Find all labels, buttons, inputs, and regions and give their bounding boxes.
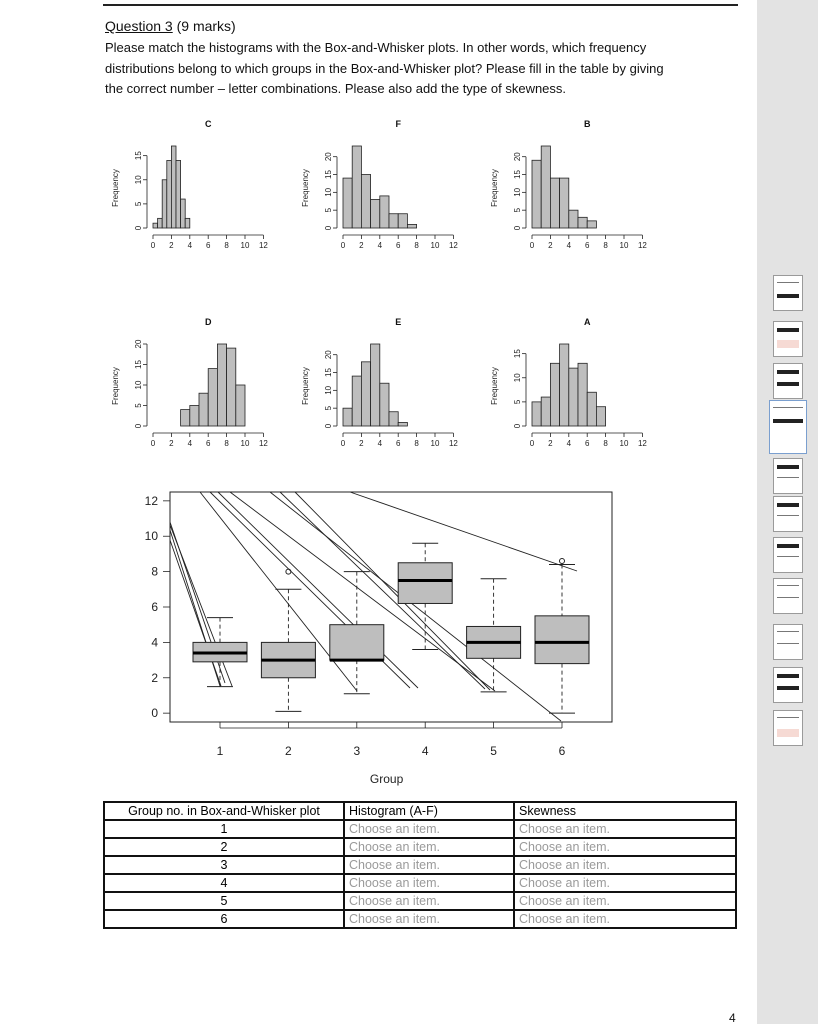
table-row (104, 856, 736, 874)
histogram-title: F (395, 119, 401, 129)
y-tick-label: 5 (134, 403, 144, 408)
x-tick-label: 2 (359, 439, 364, 448)
histogram-bar (190, 406, 199, 427)
y-tick-label: 5 (513, 399, 523, 405)
page-thumbnail[interactable] (773, 496, 803, 532)
thumbnail-content (777, 544, 799, 548)
thumbnail-content (777, 370, 799, 374)
group-tick-label: 6 (558, 744, 566, 758)
histogram-title: B (583, 119, 591, 129)
histogram-bar (199, 393, 208, 426)
question-marks: (9 marks) (176, 18, 236, 34)
box (330, 625, 384, 660)
page-thumbnail[interactable] (773, 578, 803, 614)
page-thumbnail[interactable] (773, 667, 803, 703)
histogram-bar (361, 175, 370, 228)
y-axis-label: Frequency (111, 169, 120, 207)
y-tick-label: 10 (513, 187, 523, 197)
histogram-bar (569, 368, 578, 426)
page-thumbnail[interactable] (773, 537, 803, 573)
skewness-choice-dropdown[interactable]: Choose an item. (514, 820, 736, 838)
y-tick-label: 8 (151, 564, 158, 579)
histogram-C (111, 119, 268, 250)
x-tick-label: 2 (169, 241, 174, 250)
y-tick-label: 15 (134, 151, 144, 161)
x-tick-label: 12 (637, 241, 647, 250)
x-tick-label: 8 (414, 439, 419, 448)
x-tick-label: 4 (187, 439, 193, 448)
x-tick-label: 6 (584, 241, 590, 250)
page-thumbnail[interactable] (773, 321, 803, 357)
x-tick-label: 6 (205, 439, 211, 448)
plot-frame (170, 492, 612, 722)
x-tick-label: 8 (224, 439, 229, 448)
thumbnail-content (777, 477, 799, 478)
x-tick-label: 0 (150, 241, 156, 250)
histogram-bar (153, 223, 158, 228)
histogram-bar (371, 199, 380, 228)
histogram-bar (171, 146, 176, 228)
x-tick-label: 2 (548, 241, 553, 250)
y-axis-label: Frequency (490, 367, 499, 405)
y-tick-label: 20 (513, 152, 523, 162)
group-tick-label: 2 (285, 744, 292, 758)
skewness-choice-dropdown[interactable]: Choose an item. (514, 874, 736, 892)
instruction-line-1: Please match the histograms with the Box-and-Whisker plots. In other words, which frequency (105, 40, 647, 55)
x-tick-label: 6 (584, 439, 590, 448)
y-tick-label: 10 (324, 187, 334, 197)
x-tick-label: 6 (395, 439, 401, 448)
y-tick-label: 15 (324, 368, 334, 377)
group-tick-label: 1 (216, 744, 224, 758)
thumbnail-content (777, 674, 799, 678)
histogram-bar (185, 218, 190, 228)
group-tick-label: 3 (353, 744, 361, 758)
group-number-cell: 6 (104, 910, 344, 928)
histogram-choice-dropdown[interactable]: Choose an item. (344, 820, 514, 838)
y-tick-label: 20 (324, 152, 334, 162)
y-axis-label: Frequency (490, 169, 499, 207)
box-group-3 (330, 572, 384, 694)
table-row (104, 838, 736, 856)
group-number-cell: 5 (104, 892, 344, 910)
x-tick-label: 4 (566, 241, 572, 250)
histogram-bar (162, 180, 167, 228)
histogram-bar (217, 344, 226, 426)
thumbnail-content (777, 556, 799, 557)
box-group-2 (261, 569, 315, 711)
histogram-title: D (204, 317, 212, 327)
histogram-figure (100, 110, 660, 470)
thumbnail-content (777, 643, 799, 644)
y-tick-label: 0 (324, 423, 334, 429)
x-tick-label: 12 (258, 241, 268, 250)
x-tick-label: 8 (414, 241, 419, 250)
annotation-line (350, 492, 577, 571)
thumbnail-content (777, 686, 799, 690)
histogram-bar (352, 376, 361, 426)
page-thumbnail[interactable] (773, 710, 803, 746)
histogram-bar (560, 344, 569, 426)
histogram-bar (181, 410, 190, 426)
x-tick-label: 8 (603, 241, 608, 250)
y-tick-label: 0 (513, 225, 523, 231)
histogram-bar (541, 397, 550, 426)
thumbnail-content (777, 585, 799, 586)
x-tick-label: 0 (529, 439, 535, 448)
x-tick-label: 10 (619, 241, 629, 250)
histogram-bar (578, 363, 587, 426)
histogram-choice-dropdown[interactable]: Choose an item. (344, 874, 514, 892)
instruction-line-3: the correct number – letter combinations. Please also add the type of skewness. (105, 81, 567, 96)
instruction-line-2: distributions belong to which groups in the Box-and-Whisker plot? Please fill in the table by giving (105, 61, 664, 76)
histogram-bar (352, 146, 361, 228)
skewness-choice-dropdown[interactable]: Choose an item. (514, 856, 736, 874)
box-group-6 (535, 559, 589, 714)
answer-table (103, 801, 737, 929)
table-header-cell: Histogram (A-F) (344, 802, 514, 820)
page-thumbnail[interactable] (773, 458, 803, 494)
y-tick-label: 0 (134, 423, 144, 429)
y-tick-label: 15 (134, 360, 144, 369)
x-tick-label: 4 (377, 439, 383, 448)
x-axis-label: Group (369, 772, 404, 786)
y-axis-label: Frequency (301, 367, 310, 405)
y-tick-label: 20 (324, 350, 334, 360)
y-tick-label: 0 (324, 225, 334, 231)
thumbnail-content (777, 340, 799, 348)
question-title (105, 18, 236, 34)
annotation-line (170, 540, 221, 686)
group-number-cell: 1 (104, 820, 344, 838)
x-tick-label: 10 (430, 241, 440, 250)
histogram-bar (361, 362, 370, 426)
y-tick-label: 15 (513, 349, 523, 359)
x-tick-label: 2 (169, 439, 174, 448)
x-tick-label: 6 (395, 241, 401, 250)
histogram-E (301, 317, 458, 448)
histogram-bar (596, 407, 605, 426)
x-tick-label: 10 (240, 241, 250, 250)
table-row (104, 820, 736, 838)
x-tick-label: 2 (359, 241, 364, 250)
histogram-A (490, 317, 647, 448)
thumbnail-content (777, 729, 799, 737)
x-tick-label: 12 (637, 439, 647, 448)
x-tick-label: 0 (340, 241, 346, 250)
histogram-bar (181, 199, 186, 228)
annotation-line (218, 492, 418, 688)
question-title-text: Question 3 (105, 18, 173, 34)
y-tick-label: 10 (324, 385, 334, 395)
x-tick-label: 12 (258, 439, 268, 448)
histogram-bar (541, 146, 550, 228)
group-number-cell: 3 (104, 856, 344, 874)
group-tick-label: 5 (490, 744, 497, 758)
x-tick-label: 10 (240, 439, 250, 448)
histogram-B (490, 119, 647, 250)
x-tick-label: 8 (603, 439, 608, 448)
thumbnail-content (777, 328, 799, 332)
table-row (104, 910, 736, 928)
x-tick-label: 12 (448, 241, 458, 250)
x-tick-label: 2 (548, 439, 553, 448)
y-tick-label: 5 (324, 405, 334, 411)
y-tick-label: 6 (151, 600, 158, 614)
histogram-bar (550, 178, 559, 228)
histogram-bar (532, 160, 541, 228)
histogram-bar (569, 210, 578, 228)
histogram-title: E (395, 317, 402, 327)
y-tick-label: 0 (134, 225, 144, 231)
histogram-bar (167, 160, 172, 228)
x-tick-label: 10 (430, 439, 440, 448)
histogram-choice-dropdown[interactable]: Choose an item. (344, 910, 514, 928)
histogram-bar (208, 369, 217, 426)
histogram-bar (236, 385, 245, 426)
x-tick-label: 6 (205, 241, 211, 250)
y-tick-label: 5 (324, 207, 334, 213)
histogram-bar (343, 408, 352, 426)
x-tick-label: 12 (448, 439, 458, 448)
x-tick-label: 0 (150, 439, 156, 448)
y-tick-label: 10 (144, 529, 158, 544)
boxplot-figure (120, 480, 630, 790)
x-tick-label: 0 (340, 439, 346, 448)
page-thumbnail[interactable] (773, 275, 803, 311)
histogram-D (111, 317, 268, 448)
group-tick-label: 4 (421, 744, 429, 758)
thumbnail-content (773, 407, 803, 408)
y-tick-label: 2 (151, 670, 158, 685)
y-tick-label: 15 (513, 170, 523, 179)
page-number: 4 (729, 1011, 736, 1025)
thumbnail-content (777, 717, 799, 718)
table-row (104, 892, 736, 910)
histogram-choice-dropdown[interactable]: Choose an item. (344, 892, 514, 910)
page-thumbnail[interactable] (769, 400, 807, 454)
y-tick-label: 20 (134, 339, 144, 349)
x-tick-label: 0 (529, 241, 535, 250)
histogram-bar (587, 221, 596, 228)
group-number-cell: 4 (104, 874, 344, 892)
outlier-point (560, 559, 565, 564)
y-axis-label: Frequency (301, 169, 310, 207)
thumbnail-content (777, 465, 799, 469)
thumbnail-content (777, 503, 799, 507)
histogram-bar (389, 412, 398, 426)
thumbnail-content (773, 419, 803, 423)
annotation-line (295, 492, 490, 690)
y-tick-label: 4 (151, 635, 158, 650)
histogram-bar (407, 224, 416, 228)
x-tick-label: 4 (187, 241, 193, 250)
annotation-line (270, 492, 561, 721)
group-number-cell: 2 (104, 838, 344, 856)
table-header-cell: Skewness (514, 802, 736, 820)
histogram-bar (560, 178, 569, 228)
thumbnail-content (777, 515, 799, 516)
thumbnail-content (777, 631, 799, 632)
skewness-choice-dropdown[interactable]: Choose an item. (514, 910, 736, 928)
table-header-row (104, 802, 736, 820)
histogram-bar (371, 344, 380, 426)
histogram-bar (398, 422, 407, 426)
histogram-bar (158, 218, 163, 228)
histogram-bar (532, 402, 541, 426)
histogram-choice-dropdown[interactable]: Choose an item. (344, 838, 514, 856)
histogram-choice-dropdown[interactable]: Choose an item. (344, 856, 514, 874)
histogram-F (301, 119, 458, 250)
y-axis-label: Frequency (111, 367, 120, 405)
histogram-bar (587, 392, 596, 426)
page-thumbnail[interactable] (773, 363, 803, 399)
thumbnail-content (777, 282, 799, 283)
x-tick-label: 8 (224, 241, 229, 250)
y-tick-label: 0 (151, 706, 158, 721)
y-tick-label: 0 (513, 423, 523, 429)
histogram-title: A (583, 317, 591, 327)
y-tick-label: 5 (513, 207, 523, 213)
histogram-bar (343, 178, 352, 228)
histogram-bar (227, 348, 236, 426)
y-tick-label: 10 (134, 175, 144, 185)
table-row (104, 874, 736, 892)
histogram-bar (578, 217, 587, 228)
x-tick-label: 4 (566, 439, 572, 448)
histogram-bar (380, 196, 389, 228)
histogram-title: C (204, 119, 212, 129)
header-rule (103, 4, 738, 6)
table-header-cell: Group no. in Box-and-Whisker plot (104, 802, 344, 820)
box (535, 616, 589, 664)
outlier-point (286, 569, 291, 574)
thumbnail-content (777, 382, 799, 386)
histogram-bar (389, 214, 398, 228)
y-tick-label: 10 (513, 373, 523, 383)
skewness-choice-dropdown[interactable]: Choose an item. (514, 838, 736, 856)
histogram-bar (380, 383, 389, 426)
y-tick-label: 5 (134, 201, 144, 207)
thumbnail-content (777, 597, 799, 598)
y-tick-label: 10 (134, 380, 144, 390)
y-tick-label: 15 (324, 170, 334, 179)
x-tick-label: 4 (377, 241, 383, 250)
skewness-choice-dropdown[interactable]: Choose an item. (514, 892, 736, 910)
box (398, 563, 452, 604)
x-tick-label: 10 (619, 439, 629, 448)
box-group-4 (398, 543, 452, 649)
page-thumbnail[interactable] (773, 624, 803, 660)
histogram-bar (398, 214, 407, 228)
y-tick-label: 12 (144, 493, 158, 508)
histogram-bar (176, 160, 181, 228)
histogram-bar (550, 363, 559, 426)
thumbnail-content (777, 294, 799, 298)
